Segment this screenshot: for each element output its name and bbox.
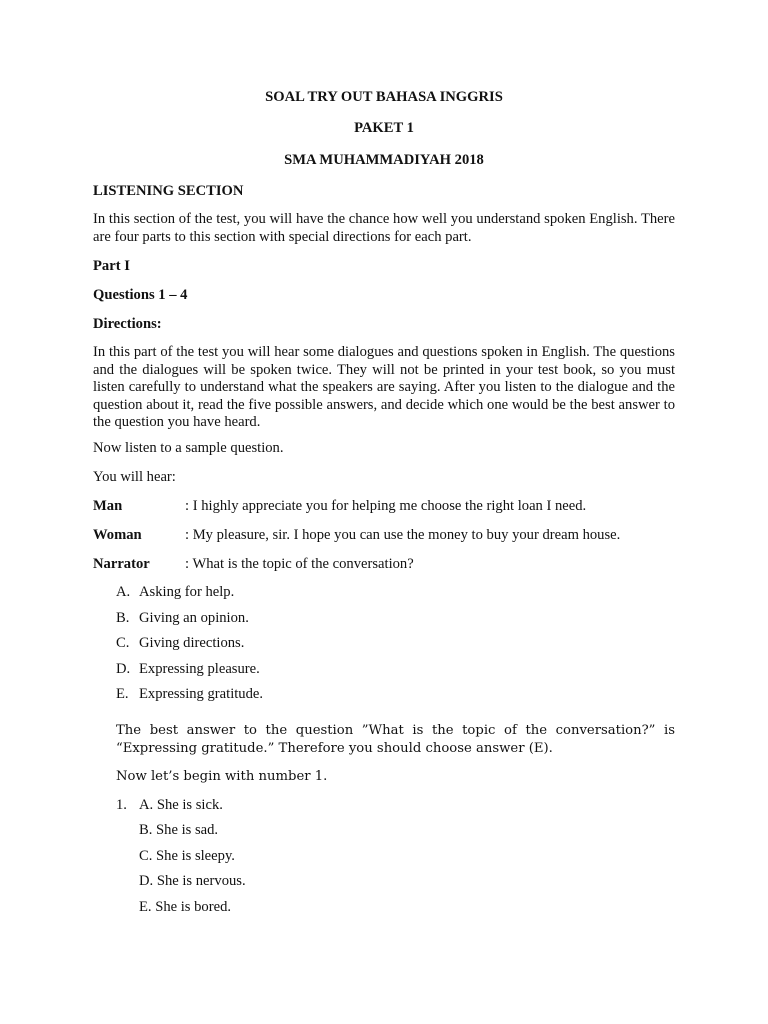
begin-instruction: Now let’s begin with number 1. xyxy=(116,769,328,784)
speaker-woman: Woman xyxy=(93,527,142,543)
sample-option-e xyxy=(116,686,263,704)
directions-text: In this part of the test you will hear some dialogues and questions spoken in English. The questions and the dialogues will be spoken twice. They will not be printed in your test book, so you must listen carefully to understand what the speakers are saying. After you listen to the dialogue and the question about it, read the five possible answers, and decide which one would be the best answer to the question you have heard. xyxy=(93,344,675,430)
option-letter: D. xyxy=(116,661,131,677)
option-text: Giving an opinion. xyxy=(139,610,249,626)
sample-option-b xyxy=(116,610,249,628)
sample-option-c xyxy=(116,635,244,653)
option-text: Asking for help. xyxy=(139,584,235,600)
option-letter: B. xyxy=(116,610,130,626)
question-option-e: E. She is bored. xyxy=(139,899,232,915)
question-option-b: B. She is sad. xyxy=(139,822,219,838)
option-text: Expressing pleasure. xyxy=(139,661,260,677)
dialogue-line: : I highly appreciate you for helping me choose the right loan I need. xyxy=(185,498,587,514)
option-letter: E. xyxy=(116,686,129,702)
option-letter: C. xyxy=(116,635,130,651)
section-heading: LISTENING SECTION xyxy=(93,183,244,199)
option-letter: A. xyxy=(116,584,131,600)
question-option-d: D. She is nervous. xyxy=(139,873,246,889)
part-title: Part I xyxy=(93,258,130,274)
sample-intro: Now listen to a sample question. xyxy=(93,440,284,456)
question-number: 1. xyxy=(116,797,127,813)
question-option-a: A. She is sick. xyxy=(139,797,223,813)
question-option-c: C. She is sleepy. xyxy=(139,848,235,864)
dialogue-line: : What is the topic of the conversation? xyxy=(185,556,414,572)
option-text: Giving directions. xyxy=(139,635,245,651)
questions-range: Questions 1 – 4 xyxy=(93,287,188,303)
sample-option-a xyxy=(116,584,234,602)
sample-explanation: The best answer to the question ”What is the topic of the conversation?” is “Expressing gratitude.” Therefore you should choose answer (E). xyxy=(116,723,675,756)
document-page xyxy=(93,0,675,1024)
you-will-hear: You will hear: xyxy=(93,469,176,485)
dialogue-line: : My pleasure, sir. I hope you can use the money to buy your dream house. xyxy=(185,527,621,543)
section-intro: In this section of the test, you will have the chance how well you understand spoken English. There are four parts to this section with special directions for each part. xyxy=(93,211,675,245)
option-text: Expressing gratitude. xyxy=(139,686,264,702)
sample-option-d xyxy=(116,661,260,679)
package-label: PAKET 1 xyxy=(354,120,414,136)
school-label: SMA MUHAMMADIYAH 2018 xyxy=(284,152,484,168)
directions-label: Directions: xyxy=(93,316,162,332)
speaker-narrator: Narrator xyxy=(93,556,150,572)
document-title: SOAL TRY OUT BAHASA INGGRIS xyxy=(265,89,503,105)
speaker-man: Man xyxy=(93,498,123,514)
